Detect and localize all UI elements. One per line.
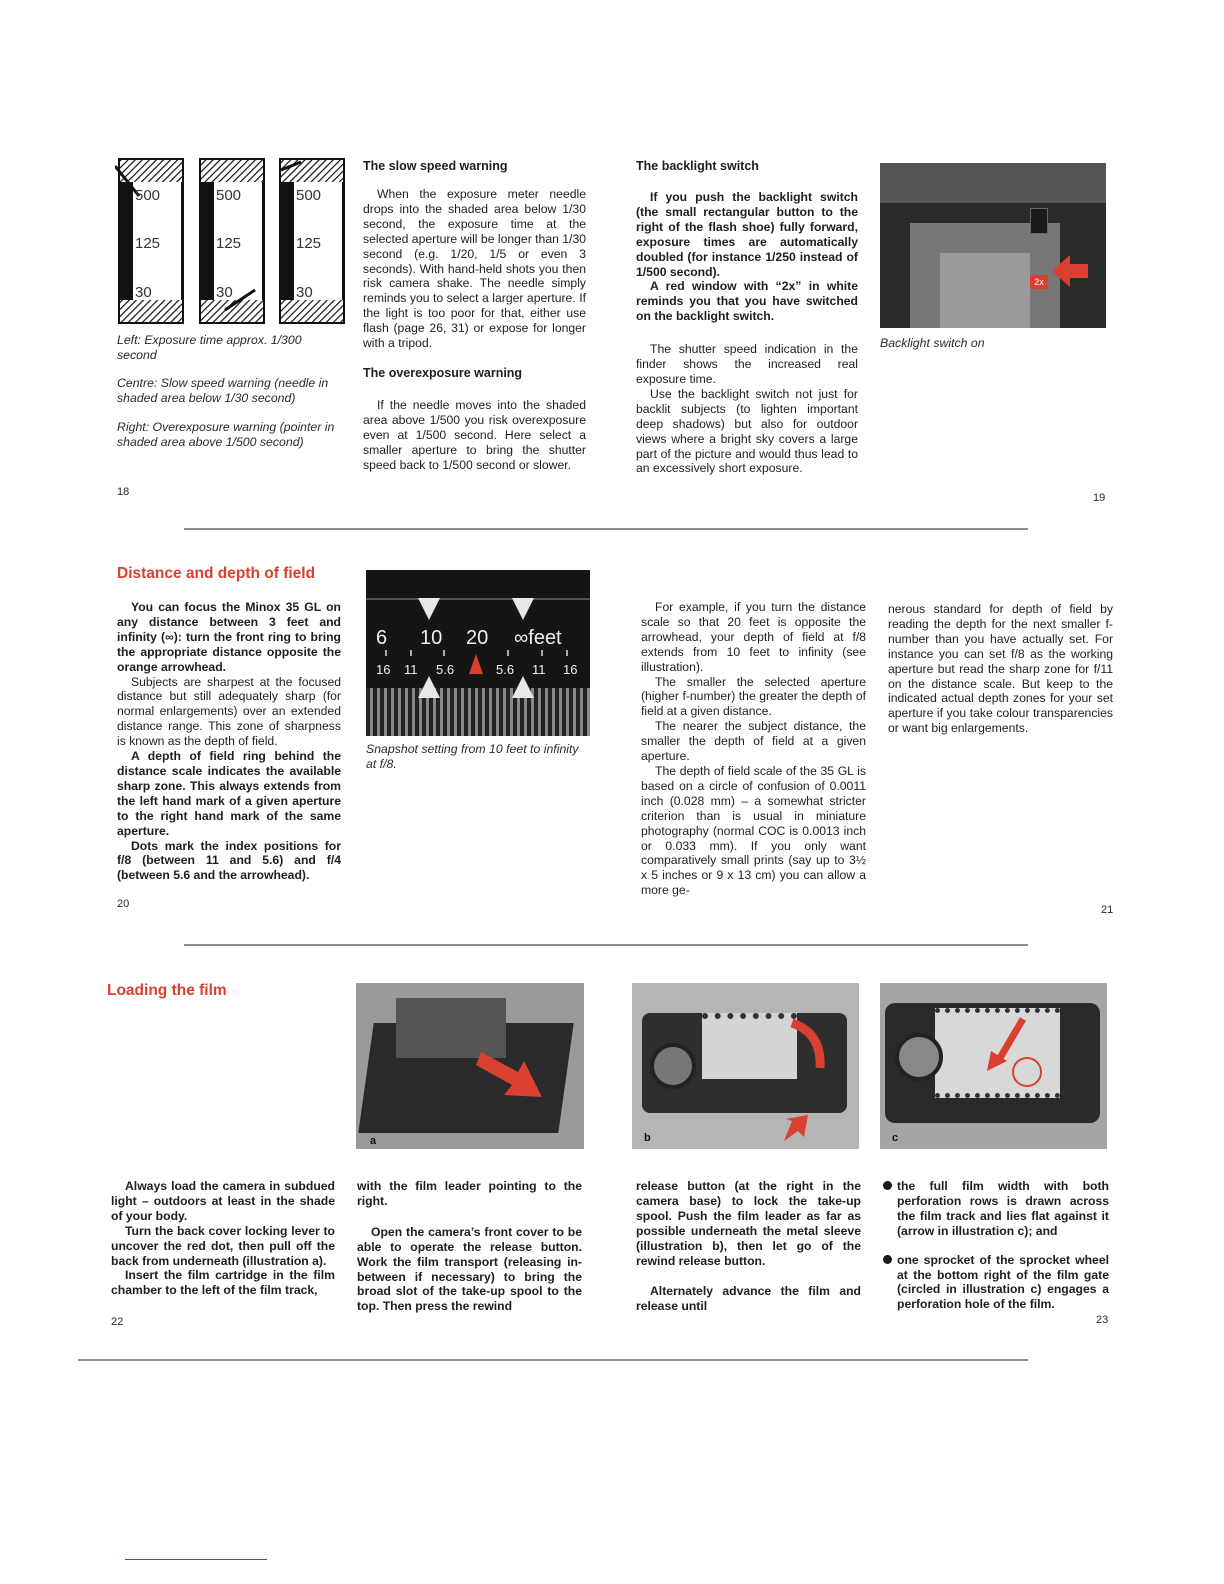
- red-arrow-icon: [782, 1113, 812, 1143]
- red-arrow-icon: [476, 1047, 546, 1107]
- photo-label: a: [370, 1135, 377, 1147]
- distance-mark: 10: [420, 627, 443, 649]
- bullet-text: one sprocket of the sprocket wheel at the bottom right of the film gate (circled in illustration c) engages a perforation hole of the film.: [897, 1252, 1109, 1312]
- strip-label: 125: [135, 235, 161, 252]
- distance-scale-illustration: [366, 570, 590, 736]
- paragraph: If you push the backlight switch (the small rectangular button to the right of the flash shoe) fully forward, exposure times are automatically doubled (for instance 1/250 instead of 1/500 second).: [636, 190, 858, 279]
- distance-mark: 6: [376, 627, 388, 649]
- paragraph: If the needle moves into the shaded area above 1/500 you risk overexposure even at 1/500 second. Here select a smaller aperture to bring the shutter speed back to 1/500 second or slower.: [363, 398, 586, 472]
- paragraph: Alternately advance the film and release until: [636, 1284, 861, 1314]
- strip-label: 30: [135, 284, 152, 301]
- paragraph: A red window with “2x” in white reminds you that you have switched on the backlight switch.: [636, 279, 858, 324]
- bullet-item: [884, 1253, 1109, 1313]
- paragraph: The nearer the subject distance, the smaller the depth of field at a given aperture.: [641, 719, 866, 764]
- caption-right: Right: Overexposure warning (pointer in shaded area above 1/500 second): [117, 420, 335, 449]
- loading-text-col3: [636, 1179, 861, 1314]
- backlight-heading: The backlight switch: [636, 159, 759, 173]
- slow-speed-text: [363, 187, 586, 351]
- divider-rule: [78, 1359, 1028, 1361]
- paragraph: Turn the back cover locking lever to uncover the red dot, then pull off the back from underneath (illustration a).: [111, 1223, 335, 1268]
- aperture-mark: 16: [563, 662, 578, 677]
- bullet-item: [884, 1179, 1109, 1239]
- strip-label: 30: [216, 284, 233, 301]
- link-underline: [125, 1559, 267, 1560]
- overexposure-text: [363, 398, 586, 473]
- bullet-dot-icon: [883, 1255, 892, 1264]
- distance-caption: Snapshot setting from 10 feet to infinity at f/8.: [366, 742, 579, 771]
- depth-of-field-text: [641, 600, 866, 898]
- distance-mark: 20: [466, 627, 489, 649]
- paragraph: When the exposure meter needle drops into the shaded area below 1/30 second, the exposure time at the selected aperture will be longer than 1/30 second (e.g. 1/20, 1/5 or even 3 seconds). With hand-held shots you then risk camera shake. The needle simply reminds you to select a larger aperture. If the light is too poor for that, either use flash (page 26, 31) or expose for longer with a tripod.: [363, 187, 586, 351]
- distance-title: Distance and depth of field: [117, 565, 316, 582]
- paragraph: Use the backlight switch not just for backlit subjects (to lighten important deep shadows) but also for outdoor views where a bright sky covers a large part of the picture and would thus lead to an excessively short exposure.: [636, 386, 858, 476]
- paragraph: The shutter speed indication in the finder shows the increased real exposure time.: [636, 342, 858, 386]
- triangle-marker-icon: [418, 676, 440, 698]
- backlight-caption: Backlight switch on: [880, 336, 985, 350]
- slow-speed-heading: The slow speed warning: [363, 159, 508, 173]
- red-arrow-icon: [1050, 251, 1090, 291]
- exposure-strips-illustration: [115, 158, 345, 326]
- loading-text-col4: [884, 1179, 1109, 1312]
- caption-left: Left: Exposure time approx. 1/300 second: [117, 333, 302, 362]
- bullet-text: the full film width with both perforation rows is drawn across the film track and lies flat against it (arrow in illustration c); and: [897, 1179, 1109, 1238]
- photo-label: c: [892, 1132, 899, 1144]
- loading-photo-c: [880, 983, 1107, 1149]
- triangle-marker-icon: [418, 598, 440, 620]
- strip-label: 30: [296, 284, 313, 301]
- strip-label: 125: [296, 235, 322, 252]
- loading-photo-b: [632, 983, 859, 1149]
- divider-rule: [184, 528, 1028, 530]
- strip-label: 500: [135, 187, 161, 204]
- triangle-marker-icon: [512, 598, 534, 620]
- loading-text-col2: [357, 1179, 582, 1314]
- 2x-window-badge: 2x: [1030, 275, 1048, 289]
- paragraph: release button (at the right in the camera base) to lock the take-up spool. Push the film leader as far as possible underneath the metal sleeve (illustration b), then let go of the rewind release button.: [636, 1179, 861, 1268]
- bullet-dot-icon: [883, 1181, 892, 1190]
- distance-text: [117, 600, 341, 883]
- paragraph: The smaller the selected aperture (higher f-number) the greater the depth of field at a given distance.: [641, 674, 866, 719]
- aperture-mark: 11: [404, 662, 418, 677]
- depth-of-field-text-cont: [888, 602, 1113, 736]
- aperture-mark: 5.6: [496, 662, 515, 677]
- red-arrow-icon: [985, 1013, 1035, 1073]
- backlight-switch-photo: [880, 163, 1106, 328]
- page-number-20: 20: [117, 898, 130, 910]
- strip-label: 125: [216, 235, 242, 252]
- aperture-mark: 11: [532, 662, 546, 677]
- page-number-22: 22: [111, 1316, 124, 1328]
- paragraph: You can focus the Minox 35 GL on any distance between 3 feet and infinity (∞): turn the front ring to bring the appropriate distance opposite the orange arrowhead.: [117, 600, 341, 674]
- divider-rule: [184, 944, 1028, 946]
- paragraph: Subjects are sharpest at the focused distance but still adequately sharp (for normal enlargements) over an extended distance range. This zone of sharpness is known as the depth of field.: [117, 674, 341, 749]
- paragraph: Dots mark the index positions for f/8 (between 11 and 5.6) and f/4 (between 5.6 and the arrowhead).: [117, 838, 341, 883]
- photo-label: b: [644, 1132, 651, 1144]
- paragraph: For example, if you turn the distance scale so that 20 feet is opposite the arrowhead, your depth of field at f/8 extends from 10 feet to infinity (see illustration).: [641, 600, 866, 674]
- paragraph: The depth of field scale of the 35 GL is based on a circle of confusion of 0.0011 inch (0.028 mm) – a somewhat stricter criterion than is usual in miniature photography (normal COC is 0.0013 inch or 0.033 mm). If you only want comparatively small prints (say up to 3½ x 5 inches or 9 x 13 cm) you can allow a more ge-: [641, 763, 866, 898]
- page-number-21: 21: [1101, 904, 1114, 916]
- strip-label: 500: [216, 187, 242, 204]
- aperture-mark: 16: [376, 662, 391, 677]
- caption-centre: Centre: Slow speed warning (needle in shaded area below 1/30 second): [117, 376, 329, 405]
- overexposure-heading: The overexposure warning: [363, 366, 523, 380]
- page-number-18: 18: [117, 486, 130, 498]
- triangle-marker-icon: [512, 676, 534, 698]
- paragraph: Always load the camera in subdued light – outdoors at least in the shade of your body.: [111, 1179, 335, 1223]
- aperture-mark: 5.6: [436, 662, 455, 677]
- loading-title: Loading the film: [107, 982, 227, 999]
- paragraph: nerous standard for depth of field by reading the depth for the next smaller f-number than you have actually set. For instance you can set f/8 as the working aperture but read the sharp zone for f/11 on the distance scale. But keep to the indicated actual depth zones for your set aperture if you take colour transparencies or want big enlargements.: [888, 602, 1113, 736]
- red-arrow-icon: [782, 1013, 832, 1073]
- strip-label: 500: [296, 187, 322, 204]
- orange-arrowhead-icon: [469, 654, 483, 674]
- paragraph: with the film leader pointing to the right.: [357, 1179, 582, 1208]
- paragraph: A depth of field ring behind the distance scale indicates the available sharp zone. This always extends from the left hand mark of a given aperture to the right hand mark of the same aperture.: [117, 749, 341, 838]
- paragraph: Open the camera’s front cover to be able to operate the release button. Work the film transport (releasing in-between if necessary) to bring the broad slot of the take-up spool to the top. Then press the rewind: [357, 1224, 582, 1314]
- page-number-19: 19: [1093, 492, 1106, 504]
- loading-photo-a: [356, 983, 584, 1149]
- backlight-text: [636, 190, 858, 476]
- loading-text-col1: [111, 1179, 335, 1298]
- paragraph: Insert the film cartridge in the film chamber to the left of the film track,: [111, 1268, 335, 1298]
- distance-mark: ∞feet: [514, 627, 562, 649]
- page-number-23: 23: [1096, 1314, 1109, 1326]
